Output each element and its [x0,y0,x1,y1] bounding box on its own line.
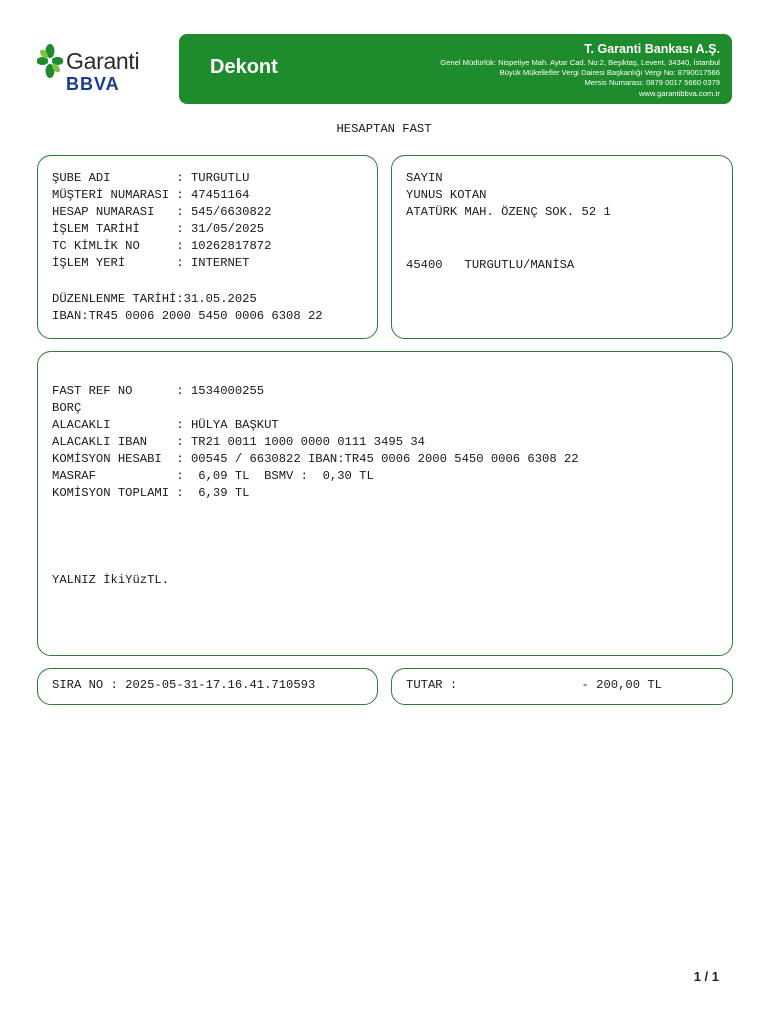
transaction-line: ALACAKLI IBAN : TR21 0011 1000 0000 0111 3495 34 [52,435,425,449]
account-info-box [37,155,378,339]
recipient-info-box [391,155,733,339]
total-amount: TUTAR : - 200,00 TL [406,678,662,692]
transaction-line: ALACAKLI : HÜLYA BAŞKUT [52,418,279,432]
account-line: HESAP NUMARASI : 545/6630822 [52,205,272,219]
address-line: Mersis Numarası: 0879 0017 5660 0379 [584,78,720,88]
address-line: Genel Müdürlük: Nispetiye Mah. Aytar Cad. No:2, Beşiktaş, Levent, 34340, İstanbul [440,58,720,67]
transaction-line: BORÇ [52,401,82,415]
bank-address [440,58,720,99]
sequence-number: SIRA NO : 2025-05-31-17.16.41.710593 [52,678,316,692]
recipient-line: YUNUS KOTAN [406,188,487,202]
bank-name: T. Garanti Bankası A.Ş. [584,42,720,56]
recipient-line: 45400 TURGUTLU/MANİSA [406,258,575,272]
garanti-bbva-logo [37,44,157,96]
clover-logo-icon [37,44,63,78]
address-line: www.garantibbva.com.tr [638,88,720,98]
amount-in-words: YALNIZ İkiYüzTL. [52,573,170,587]
transaction-line: KOMİSYON TOPLAMI : 6,39 TL [52,486,250,500]
transaction-line: KOMİSYON HESABI : 00545 / 6630822 IBAN:TR45 0006 2000 5450 0006 6308 22 [52,452,579,466]
brand-name: Garanti [66,48,140,74]
brand-sub: BBVA [66,74,120,94]
address-line: Büyük Mükellefler Vergi Dairesi Başkanlığı Vergi No: 8790017566 [499,68,720,78]
account-line: İŞLEM YERİ : INTERNET [52,256,250,270]
account-line: MÜŞTERİ NUMARASI : 47451164 [52,188,250,202]
account-line: IBAN:TR45 0006 2000 5450 0006 6308 22 [52,309,323,323]
recipient-line: ATATÜRK MAH. ÖZENÇ SOK. 52 1 [406,205,611,219]
account-line: ŞUBE ADI : TURGUTLU [52,171,250,185]
sequence-box [37,668,378,705]
account-line: DÜZENLENME TARİHİ:31.05.2025 [52,292,257,306]
account-line: TC KİMLİK NO : 10262817872 [52,239,272,253]
transaction-line: MASRAF : 6,09 TL BSMV : 0,30 TL [52,469,374,483]
total-box [391,668,733,705]
page-number: 1 / 1 [693,969,719,984]
header-title: Dekont [210,56,278,78]
header-banner [179,34,732,104]
document-title: HESAPTAN FAST [336,122,432,136]
recipient-line: SAYIN [406,171,443,185]
transaction-info-box [37,351,733,656]
account-line: İŞLEM TARİHİ : 31/05/2025 [52,222,265,236]
transaction-line: FAST REF NO : 1534000255 [52,384,265,398]
